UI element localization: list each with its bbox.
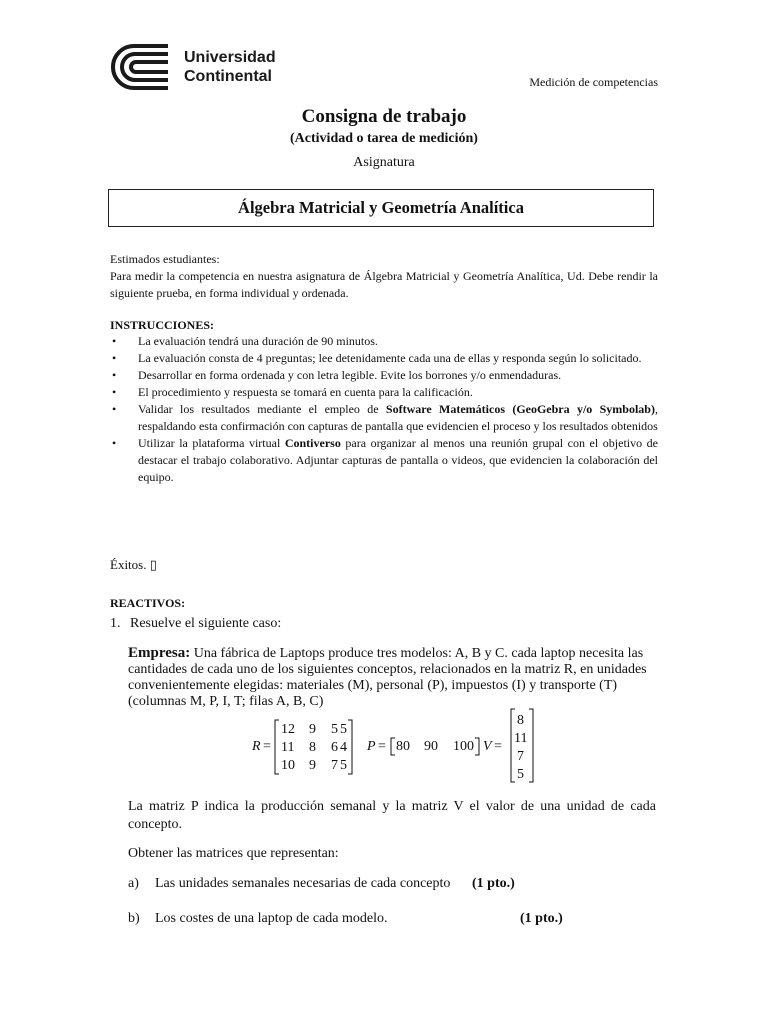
bullet-icon: • xyxy=(112,436,117,450)
matrix-r-cell: 9 xyxy=(309,758,316,773)
matrix-p-cell: 100 xyxy=(453,739,474,754)
empresa-paragraph xyxy=(128,645,653,710)
instruction-text: La evaluación tendrá una duración de 90 minutos. xyxy=(138,334,378,348)
matrix-r-cell: 8 xyxy=(309,740,316,755)
matrix-p-cell: 80 xyxy=(396,739,410,754)
matrix-p-cell: 90 xyxy=(424,739,438,754)
reactivos-heading: REACTIVOS: xyxy=(110,596,186,610)
matrix-r-label: R xyxy=(252,739,261,754)
logo-line-2: Continental xyxy=(184,68,272,85)
intro-paragraph xyxy=(110,251,658,302)
matrix-r-cell: 5 xyxy=(331,722,338,737)
question-text: Resuelve el siguiente caso: xyxy=(130,616,282,631)
page-subtitle: (Actividad o tarea de medición) xyxy=(290,131,478,146)
matrix-explanation: La matriz P indica la producción semanal y la matriz V el valor de una unidad de cada concepto. xyxy=(128,799,656,832)
instructions-heading: INSTRUCCIONES: xyxy=(110,318,215,332)
instruction-text-post: , respaldando esta confirmación con capturas de pantalla que evidencien el proceso y los resultados obtenidos xyxy=(138,402,658,433)
university-logo xyxy=(108,42,276,92)
matrix-p-bracket-right xyxy=(475,738,479,755)
option-text: Las unidades semanales necesarias de cada concepto xyxy=(155,876,451,891)
instructions-list xyxy=(110,333,658,486)
intro-greeting: Estimados estudiantes: xyxy=(110,252,220,266)
equals-sign: = xyxy=(494,739,502,754)
matrix-p-bracket-left xyxy=(391,738,395,755)
empresa-lead: Empresa: xyxy=(128,645,191,661)
bullet-icon: • xyxy=(112,402,117,416)
matrix-r-bracket-right xyxy=(348,720,352,774)
instruction-item xyxy=(110,435,658,486)
question-number: 1. xyxy=(110,616,121,631)
instruction-text-pre: Validar los resultados mediante el empleo de xyxy=(138,402,386,416)
bullet-icon: • xyxy=(112,368,117,382)
matrix-v-cell: 5 xyxy=(517,767,524,782)
matrix-r-cell: 12 xyxy=(281,722,295,737)
page-title: Consigna de trabajo xyxy=(301,106,467,127)
asignatura-label: Asignatura xyxy=(353,155,415,170)
matrix-r-bracket-left xyxy=(275,720,279,774)
matrix-r-cell: 5 xyxy=(340,758,347,773)
instruction-text: El procedimiento y respuesta se tomará en cuenta para la calificación. xyxy=(138,385,473,399)
instruction-item xyxy=(110,350,658,367)
option-text: Los costes de una laptop de cada modelo. xyxy=(155,911,388,926)
exitos-text: Éxitos. ▯ xyxy=(110,557,157,572)
intro-text: Para medir la competencia en nuestra asignatura de Álgebra Matricial y Geometría Analítica, Ud. Debe rendir la siguiente prueba, en forma individual y ordenada. xyxy=(110,269,658,300)
matrix-v-cell: 7 xyxy=(517,749,524,764)
matrix-r-cell: 5 xyxy=(340,722,347,737)
task-intro: Obtener las matrices que representan: xyxy=(128,846,339,861)
bullet-icon: • xyxy=(112,351,117,365)
instruction-item xyxy=(110,401,658,435)
matrix-p-label: P xyxy=(367,739,376,754)
continental-logo-icon xyxy=(108,42,176,92)
instruction-text-bold: Contiverso xyxy=(284,436,341,450)
instruction-item xyxy=(110,367,658,384)
matrix-r-cell: 4 xyxy=(340,740,347,755)
instruction-text-bold: Software Matemáticos (GeoGebra y/o Symbolab) xyxy=(385,402,655,416)
course-title-box xyxy=(108,189,654,227)
matrix-r-cell: 10 xyxy=(281,758,295,773)
matrix-equations xyxy=(250,708,550,786)
instruction-text: La evaluación consta de 4 preguntas; lee detenidamente cada una de ellas y responda según lo solicitado. xyxy=(138,351,642,365)
bullet-icon: • xyxy=(112,334,117,348)
matrix-v-label: V xyxy=(483,739,492,754)
header-label: Medición de competencias xyxy=(529,75,658,89)
logo-line-1: Universidad xyxy=(184,49,276,66)
option-a xyxy=(128,876,450,892)
instruction-item xyxy=(110,384,658,401)
option-letter: a) xyxy=(128,876,139,891)
course-title: Álgebra Matricial y Geometría Analítica xyxy=(238,198,524,217)
question-1 xyxy=(110,616,281,632)
matrix-r-cell: 7 xyxy=(331,758,338,773)
empresa-text: Una fábrica de Laptops produce tres modelos: A, B y C. cada laptop necesita las cantidades de cada uno de los siguientes conceptos, relacionados en la matriz R, en unidades convenientemente elegidas: materiales (M), personal (P), impuestos (I) y transporte (T) (columnas M, P, I, T; filas A, B, C) xyxy=(128,646,647,709)
matrix-r-cells xyxy=(281,722,347,773)
logo-wordmark xyxy=(184,48,276,86)
equals-sign: = xyxy=(378,739,386,754)
matrix-v-bracket-right xyxy=(529,709,533,782)
option-a-points: (1 pto.) xyxy=(472,876,515,891)
matrix-r-cell: 11 xyxy=(281,740,295,755)
equals-sign: = xyxy=(263,739,271,754)
matrix-v-cell: 8 xyxy=(517,713,524,728)
matrix-r-cell: 9 xyxy=(309,722,316,737)
instruction-text-pre: Utilizar la plataforma virtual xyxy=(138,436,285,450)
instruction-text-post: para organizar al menos una reunión grupal con el objetivo de destacar el trabajo colaborativo. Adjuntar capturas de pantalla o videos, que evidencien la colaboración del equipo. xyxy=(138,436,658,484)
matrix-r-cell: 6 xyxy=(331,740,338,755)
matrix-v-cell: 11 xyxy=(514,731,528,746)
option-b-points: (1 pto.) xyxy=(520,911,563,926)
instruction-text: Desarrollar en forma ordenada y con letra legible. Evite los borrones y/o enmendaduras. xyxy=(138,368,562,382)
instruction-item xyxy=(110,333,658,350)
bullet-icon: • xyxy=(112,385,117,399)
option-b xyxy=(128,911,387,927)
option-letter: b) xyxy=(128,911,140,926)
